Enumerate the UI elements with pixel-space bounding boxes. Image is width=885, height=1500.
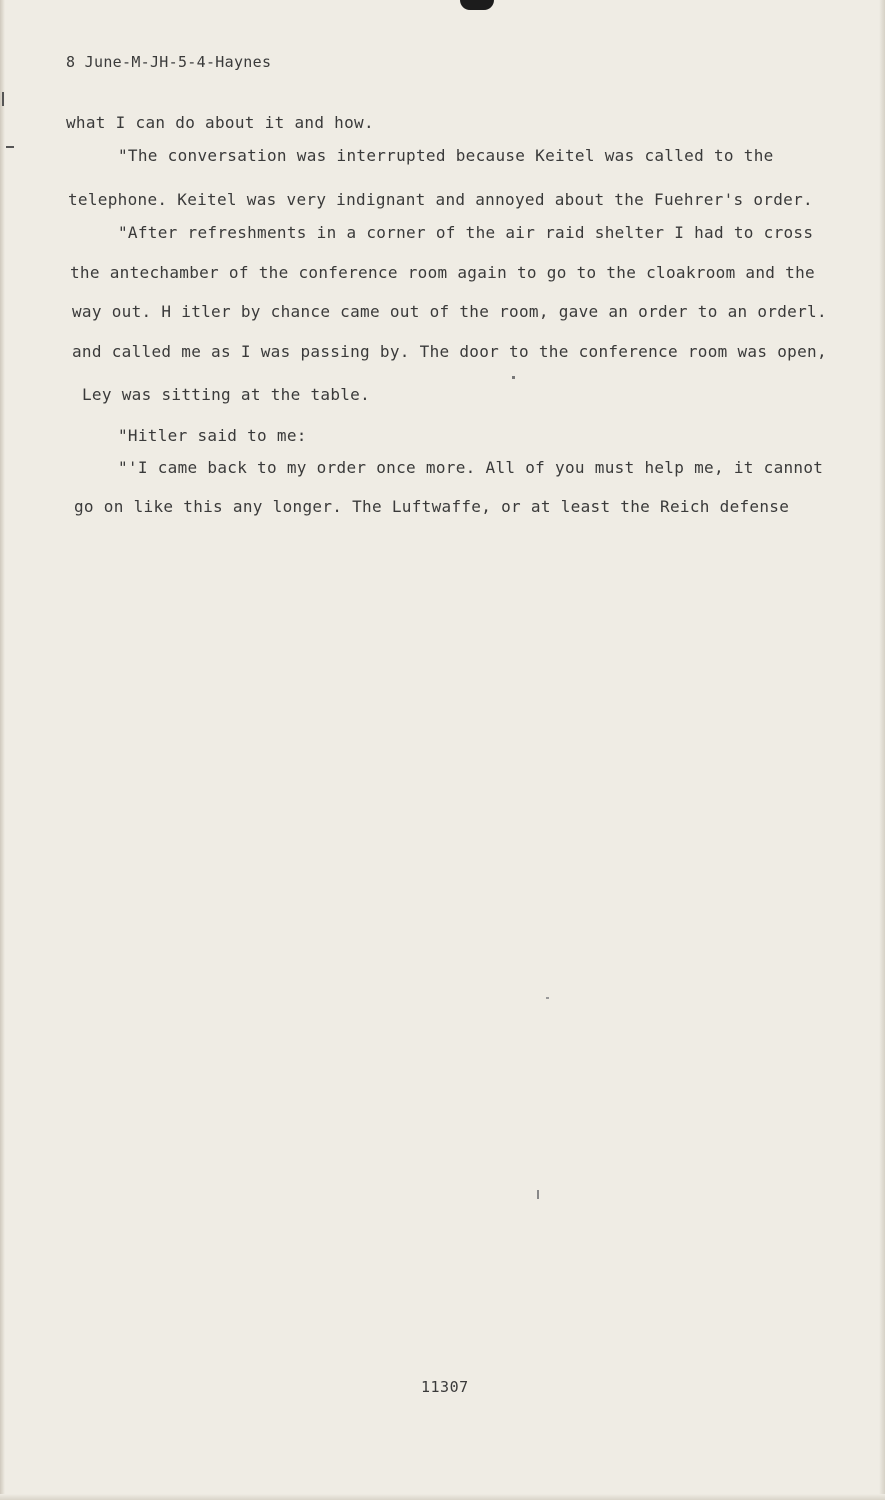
text-line: telephone. Keitel was very indignant and annoyed about the Fuehrer's order. bbox=[68, 190, 813, 209]
text-line: "Hitler said to me: bbox=[118, 426, 307, 445]
page-number: 11307 bbox=[421, 1378, 469, 1396]
stray-mark bbox=[546, 997, 549, 999]
binder-clip-mark bbox=[460, 0, 494, 10]
stray-mark bbox=[537, 1190, 539, 1199]
margin-mark bbox=[6, 146, 14, 148]
stray-mark bbox=[512, 376, 515, 379]
text-line: what I can do about it and how. bbox=[66, 113, 374, 132]
text-line: way out. H itler by chance came out of the room, gave an order to an orderl. bbox=[72, 302, 827, 321]
page-header: 8 June-M-JH-5-4-Haynes bbox=[66, 53, 272, 71]
text-line: go on like this any longer. The Luftwaffe, or at least the Reich defense bbox=[74, 497, 790, 516]
text-line: "After refreshments in a corner of the air raid shelter I had to cross bbox=[118, 223, 814, 242]
text-line: the antechamber of the conference room again to go to the cloakroom and the bbox=[70, 263, 815, 282]
margin-mark bbox=[2, 92, 4, 106]
page-right-edge bbox=[879, 0, 885, 1500]
page-bottom-edge bbox=[0, 1494, 885, 1500]
page-left-edge bbox=[0, 0, 5, 1500]
text-line: "The conversation was interrupted because Keitel was called to the bbox=[118, 146, 774, 165]
text-line: "'I came back to my order once more. All of you must help me, it cannot bbox=[118, 458, 824, 477]
text-line: Ley was sitting at the table. bbox=[82, 385, 371, 404]
text-line: and called me as I was passing by. The door to the conference room was open, bbox=[72, 342, 827, 361]
